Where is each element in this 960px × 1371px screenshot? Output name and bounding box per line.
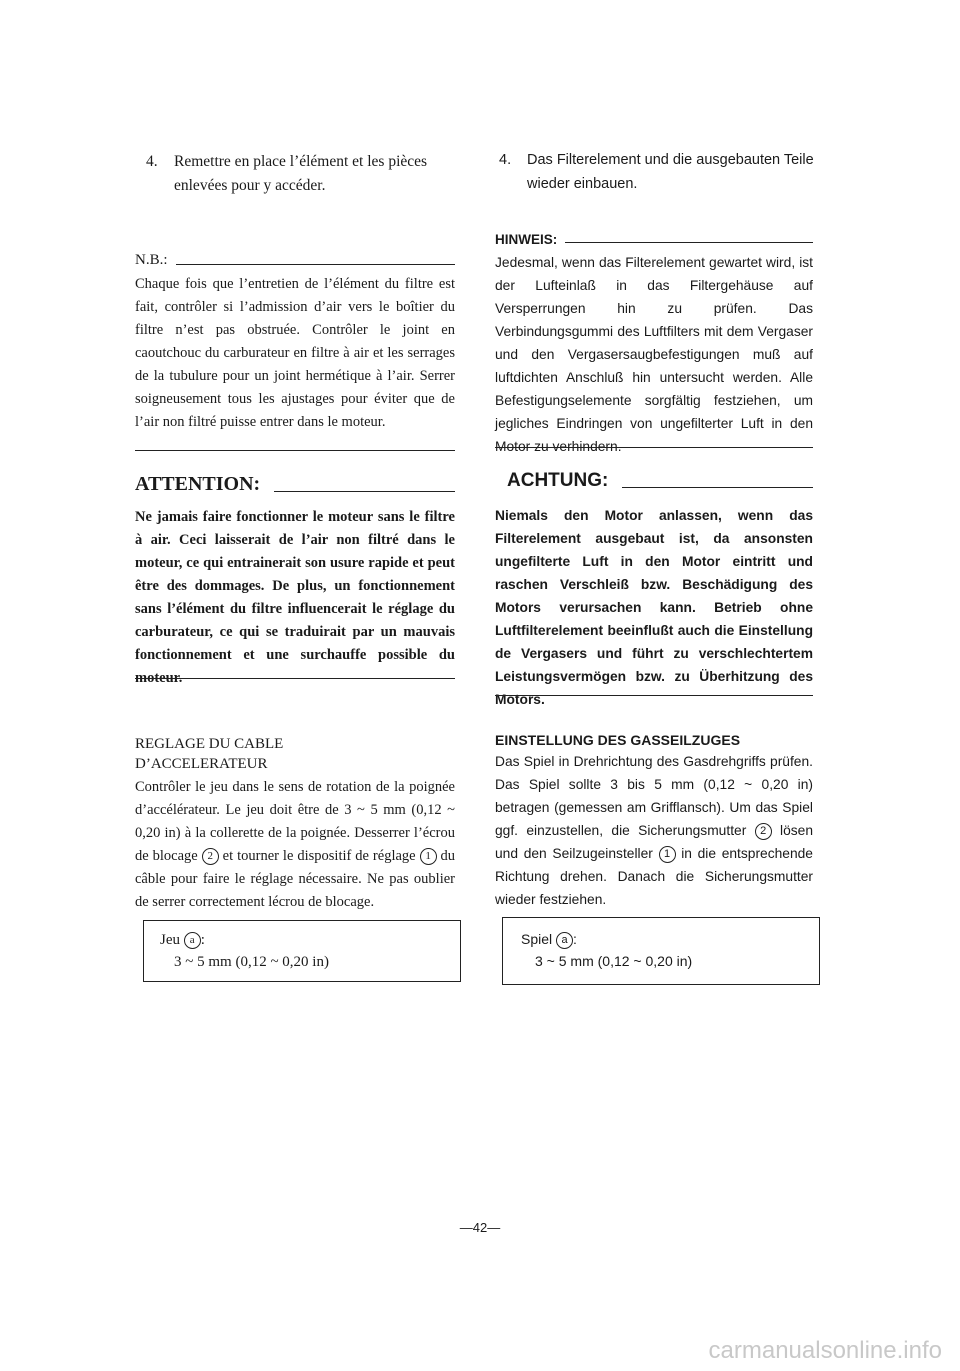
fr-warning-text: Ne jamais faire fonctionner le moteur sans le filtre à air. Ceci laisserait de l’air non filtré dans le moteur, ce qui entrainerait son usure rapide et peut être des dommages. De plus, un fonctionnement sans l’élément du filtre influencerait le réglage du carburateur, ce qui se traduirait par un mauvais fonctionnement et une surchauffe possible du moteur. bbox=[135, 509, 455, 686]
fr-spec-box bbox=[143, 920, 461, 982]
de-note-bottom-rule bbox=[495, 447, 813, 448]
fr-warning-rule bbox=[274, 491, 455, 492]
de-step-4 bbox=[499, 148, 815, 196]
de-section-text bbox=[495, 750, 813, 911]
de-warning-header bbox=[495, 470, 813, 492]
fr-step-text: Remettre en place l’élément et les pièces enlevées pour y accéder. bbox=[174, 153, 428, 194]
fr-spec-label-row: Jeu a : bbox=[160, 932, 205, 948]
fr-section bbox=[135, 734, 455, 914]
de-section-title: EINSTELLUNG DES GASSEILZUGES bbox=[495, 732, 741, 748]
de-warning-heading: ACHTUNG: bbox=[507, 470, 609, 491]
fr-note-bottom-rule bbox=[135, 450, 455, 451]
de-step-number: 4. bbox=[499, 152, 512, 168]
fr-note-header bbox=[135, 252, 455, 269]
de-note-header bbox=[495, 232, 813, 247]
de-warning bbox=[495, 470, 813, 711]
de-note-heading: HINWEIS: bbox=[495, 232, 558, 247]
fr-warning-header bbox=[135, 473, 455, 496]
fr-note-text: Chaque fois que l’entretien de l’élément du filtre est fait, contrôler si l’admission d’air vers le boîtier du filtre n’est pas obstruée. Contrôler le joint en caoutchouc du carburateur en filtre à air et les serrages de la tubulure pour un joint hermétique à l’air. Serrer soigneusement tous les ajustages pour éviter que de l’air non filtré puisse entrer dans le moteur. bbox=[135, 276, 455, 430]
de-warning-bottom-rule bbox=[495, 695, 813, 696]
de-warning-rule bbox=[622, 487, 813, 488]
fr-section-text-part-3: du câble pour faire le réglage nécessaire. Ne pas oublier de serrer correctement lécrou de blocage. bbox=[135, 848, 456, 910]
fr-section-title-line-2: D’ACCELERATEUR bbox=[135, 756, 268, 772]
fr-spec-value: 3 ~ 5 mm (0,12 ~ 0,20 in) bbox=[174, 954, 329, 970]
fr-step-4 bbox=[146, 150, 462, 198]
de-section-text-part-1: Das Spiel in Drehrichtung des Gasdrehgriffs prüfen. Das Spiel sollte 3 bis 5 mm (0,12 ~ 0,20 in) betragen (gemessen am Grifflansch). Um das Spiel ggf. einzustellen, die Sicherungsmutter bbox=[495, 754, 813, 838]
de-section-text-part-2: lösen und den Seilzugeinsteller bbox=[495, 823, 813, 861]
de-section-text-part-3: in die entsprechende Richtung drehen. Danach die Sicherungsmutter wieder festziehen. bbox=[495, 846, 813, 907]
watermark: carmanualsonline.info bbox=[708, 1337, 942, 1364]
de-warning-text: Niemals den Motor anlassen, wenn das Filterelement ausgebaut ist, da ansonsten ungefilterte Luft in den Motor eintritt und raschen Verschleiß bzw. Beschädigung des Motors verursachen kann. Betrieb ohne Luftfilterelement beeinflußt auch die Einstellung de Vergasers und führt zu verschlechtertem Leistungsvermögen bzw. zu Überhitzung des Motors. bbox=[495, 508, 813, 707]
de-spec-value: 3 ~ 5 mm (0,12 ~ 0,20 in) bbox=[535, 953, 693, 969]
marker-2-icon: 2 bbox=[202, 848, 219, 865]
marker-a-icon: a bbox=[184, 932, 201, 949]
de-note-text: Jedesmal, wenn das Filterelement gewartet wird, ist der Lufteinlaß in das Filtergehäuse auf Versperrungen hin zu prüfen. Das Verbindungsgummi des Luftfilters mit dem Vergaser und den Vergasersaugbefestigungen muß auf luftdichten Anschluß hin untersucht werden. Alle Befestigungselemente sorgfältig festziehen, um jegliches Eindringen von ungefilterter Luft in den Motor zu verhindern. bbox=[495, 255, 813, 454]
fr-spec-label: Jeu bbox=[160, 932, 180, 948]
de-step-text: Das Filterelement und die ausgebauten Teile wieder einbauen. bbox=[527, 152, 814, 192]
fr-section-text-part-1: Contrôler le jeu dans le sens de rotation de la poignée d’accélérateur. Le jeu doit être de 3 ~ 5 mm (0,12 ~ 0,20 in) à la collerette de la poignée. Desserrer l’écrou de blocage bbox=[135, 779, 455, 864]
fr-warning bbox=[135, 473, 455, 690]
marker-2-icon: 2 bbox=[755, 823, 772, 840]
page-number: —42— bbox=[459, 1220, 501, 1235]
de-spec-label: Spiel bbox=[521, 931, 553, 947]
de-section bbox=[495, 730, 813, 911]
fr-note-rule bbox=[176, 264, 455, 265]
fr-note-heading: N.B.: bbox=[135, 252, 168, 268]
fr-section-text-part-2: et tourner le dispositif de réglage bbox=[222, 848, 416, 864]
fr-note bbox=[135, 252, 455, 434]
de-note-rule bbox=[565, 242, 813, 243]
de-spec-box bbox=[502, 917, 820, 985]
fr-step-number: 4. bbox=[146, 153, 158, 170]
fr-section-text bbox=[135, 776, 455, 914]
marker-a-icon: a bbox=[556, 932, 573, 949]
fr-warning-bottom-rule bbox=[135, 678, 455, 679]
marker-1-icon: 1 bbox=[659, 846, 676, 863]
marker-1-icon: 1 bbox=[420, 848, 437, 865]
de-spec-label-row: Spiel a : bbox=[521, 931, 577, 947]
fr-section-title-line-1: REGLAGE DU CABLE bbox=[135, 736, 284, 752]
de-note bbox=[495, 232, 813, 458]
fr-warning-heading: ATTENTION: bbox=[135, 473, 261, 495]
